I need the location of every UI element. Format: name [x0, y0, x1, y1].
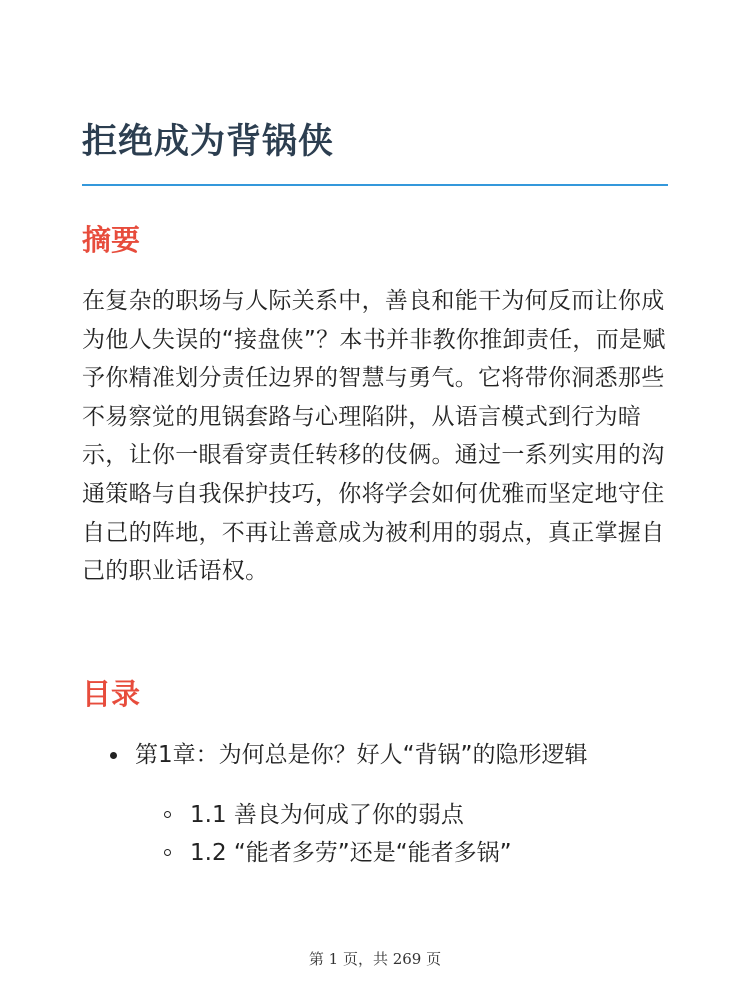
abstract-heading: 摘要: [82, 223, 141, 257]
toc-section-1-1[interactable]: [82, 796, 682, 834]
toc-chapter-1-sections: [82, 796, 682, 872]
toc-section-1-2[interactable]: [82, 834, 682, 872]
book-title: 拒绝成为背锅侠: [82, 122, 335, 162]
toc-chapter-1[interactable]: [82, 736, 665, 774]
bullet-circle-icon: [164, 849, 171, 856]
toc-section-label: 1.2 “能者多劳”还是“能者多锅”: [190, 840, 512, 866]
toc-chapter-label: 第1章：为何总是你？好人“背锅”的隐形逻辑: [135, 742, 588, 768]
title-divider: [82, 184, 668, 186]
toc-heading: 目录: [82, 677, 141, 711]
page-number-footer: 第 1 页，共 269 页: [308, 950, 442, 968]
toc-section-label: 1.1 善良为何成了你的弱点: [190, 802, 464, 828]
bullet-circle-icon: [164, 811, 171, 818]
bullet-dot-icon: [110, 752, 117, 759]
abstract-paragraph: 在复杂的职场与人际关系中，善良和能干为何反而让你成为他人失误的“接盘侠”？本书并非教你推卸责任，而是赋予你精准划分责任边界的智慧与勇气。它将带你洞悉那些不易察觉的甩锅套路与心理陷阱，从语言模式到行为暗示，让你一眼看穿责任转移的伎俩。通过一系列实用的沟通策略与自我保护技巧，你将学会如何优雅而坚定地守住自己的阵地，不再让善意成为被利用的弱点，真正掌握自己的职业话语权。: [82, 288, 666, 585]
table-of-contents: [82, 736, 682, 872]
